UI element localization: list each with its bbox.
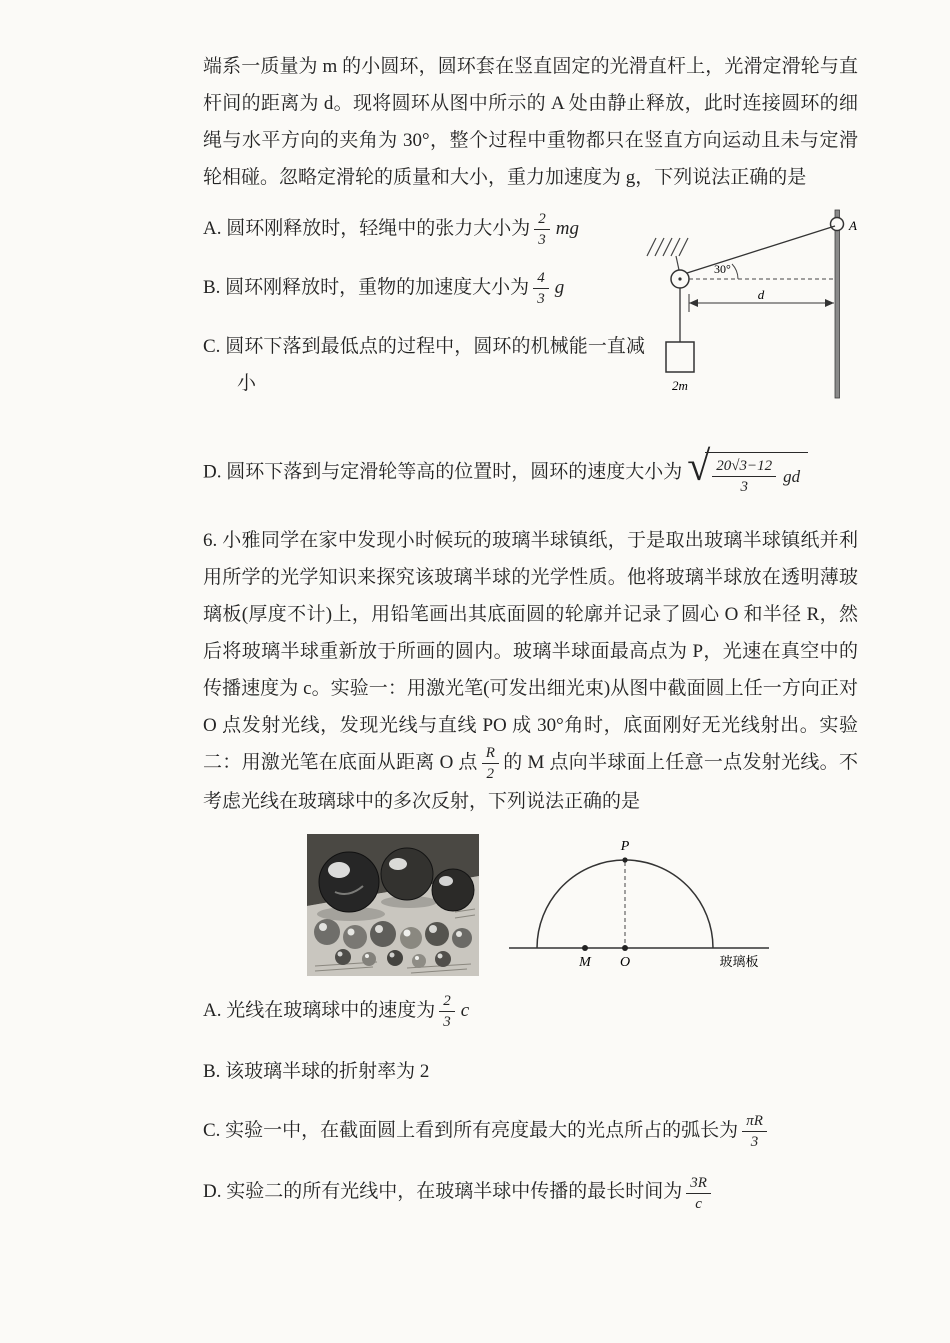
page-content <box>203 48 858 1235</box>
q6-option-a <box>203 992 858 1031</box>
point-o <box>622 945 628 951</box>
q6-stem-part2: 的 M 点向半球面上任意一点发射光线。不考虑光线在玻璃球中的多次反射，下列说法正确的是 <box>203 752 858 813</box>
label-o: O <box>619 955 631 971</box>
q5-stem: 端系一质量为 m 的小圆环，圆环套在竖直固定的光滑直杆上，光滑定滑轮与直杆间的距离为 d。现将圆环从图中所示的 A 处由静止释放，此时连接圆环的细绳与水平方向的夹角为 30°，整个过程中重物都只在竖直方向运动且未与定滑轮相碰。忽略定滑轮的质量和大小，重力加速度为 g，下列说法正确的是 <box>203 56 858 188</box>
q6-option-d <box>203 1173 858 1212</box>
fraction-3r-over-c <box>686 1174 711 1213</box>
q6-options <box>203 992 858 1212</box>
fraction-denominator: 3 <box>538 232 546 249</box>
weight-label: 2m <box>672 378 688 393</box>
q5-option-b-text: B. 圆环刚释放时，重物的加速度大小为 <box>203 277 530 299</box>
rope-to-ring <box>687 226 835 273</box>
glass-sphere-large <box>381 848 433 900</box>
fraction-numerator: 3R <box>686 1174 711 1194</box>
label-p: P <box>620 839 630 855</box>
q6-stem <box>203 522 858 820</box>
ring-a <box>831 218 844 231</box>
fraction-denominator: 3 <box>740 479 748 495</box>
fraction-four-thirds <box>533 269 549 308</box>
hemisphere-diagram <box>507 836 772 976</box>
q5-option-b-var: g <box>554 277 565 299</box>
q5-option-c: C. 圆环下落到最低点的过程中，圆环的机械能一直减小 <box>203 336 645 395</box>
distance-label: d <box>757 287 765 302</box>
fraction-r-over-2 <box>482 744 499 783</box>
fraction-numerator: 4 <box>533 269 549 289</box>
fraction-numerator: 2 <box>534 210 550 230</box>
point-p <box>622 858 627 863</box>
arrowhead-left <box>689 299 698 307</box>
q5-option-a <box>203 210 645 249</box>
sphere-highlight <box>389 858 407 870</box>
fraction-two-thirds <box>439 992 455 1031</box>
pulley-mount <box>676 256 679 270</box>
q6-stem-part1: 小雅同学在家中发现小时候玩的玻璃半球镇纸，于是取出玻璃半球镇纸并利用所学的光学知识来探究该玻璃半球的光学性质。他将玻璃半球放在透明薄玻璃板(厚度不计)上，用铅笔画出其底面圆的轮廓并记录了圆心 O 和半径 R，然后将玻璃半球重新放于所画的圆内。玻璃半球面最高点为 P，光速在真空中的传播速度为 c。实验一：用激光笔(可发出细光束)从图中截面圆上任一方向正对 O 点发射光线，发现光线与直线 PO 成 30°角时，底面刚好无光线射出。实验二：用激光笔在底面从距离 O 点 <box>203 530 858 773</box>
wall-hatching <box>647 238 688 256</box>
pulley-axle <box>678 277 681 280</box>
label-m: M <box>579 955 591 971</box>
fraction-two-thirds <box>534 210 550 249</box>
fraction-numerator: 2 <box>439 992 455 1012</box>
fraction-denominator: 3 <box>537 291 545 308</box>
fraction-numerator: R <box>482 744 499 764</box>
fraction-pi-r-over-3 <box>742 1112 767 1151</box>
q6-number: 6. <box>203 530 218 551</box>
fraction-numerator: πR <box>742 1112 767 1132</box>
radical-sign: √ <box>687 444 711 490</box>
pulley-figure <box>642 202 864 410</box>
square-root-expression <box>687 444 808 496</box>
angle-label: 30° <box>714 262 731 276</box>
q5-option-a-text: A. 圆环刚释放时，轻绳中的张力大小为 <box>203 218 531 239</box>
vertical-rod <box>835 210 840 398</box>
glass-plate-label: 玻璃板 <box>719 954 759 970</box>
angle-arc <box>732 264 738 279</box>
radicand-variables: gd <box>783 467 801 486</box>
point-m <box>582 945 588 951</box>
q5-options-block <box>203 210 858 442</box>
radicand <box>705 452 808 496</box>
sphere-highlight <box>439 876 453 886</box>
fraction-denominator: 2 <box>486 766 495 783</box>
glass-sphere-large <box>319 852 379 912</box>
glass-spheres-photo <box>307 834 479 976</box>
q6-option-c-text: C. 实验一中，在截面圆上看到所有亮度最大的光点所占的弧长为 <box>203 1120 739 1142</box>
label-a: A <box>849 218 857 233</box>
sphere-highlight <box>328 862 350 878</box>
fraction-denominator: 3 <box>750 1134 759 1151</box>
fraction-under-root <box>712 457 776 496</box>
q6-option-c <box>203 1112 858 1151</box>
q5-option-d-text: D. 圆环下落到与定滑轮等高的位置时，圆环的速度大小为 <box>203 461 683 483</box>
fraction-denominator: c <box>695 1195 702 1212</box>
q6-option-a-var: c <box>460 1000 470 1022</box>
q5-option-b <box>203 269 645 308</box>
q6-figures <box>307 834 858 976</box>
q5-options-left <box>203 210 645 402</box>
weight-block <box>666 342 694 372</box>
q6-option-d-text: D. 实验二的所有光线中，在玻璃半球中传播的最长时间为 <box>203 1181 683 1203</box>
q6-option-a-text: A. 光线在玻璃球中的速度为 <box>203 1000 436 1022</box>
fraction-numerator: 20√3−12 <box>712 457 776 477</box>
fraction-denominator: 3 <box>443 1014 451 1031</box>
q5-option-a-var: mg <box>555 218 579 239</box>
arrowhead-right <box>825 299 834 307</box>
q5-option-d <box>203 444 858 496</box>
glass-sphere-large <box>432 869 474 911</box>
q6-option-b: B. 该玻璃半球的折射率为 2 <box>203 1061 430 1083</box>
